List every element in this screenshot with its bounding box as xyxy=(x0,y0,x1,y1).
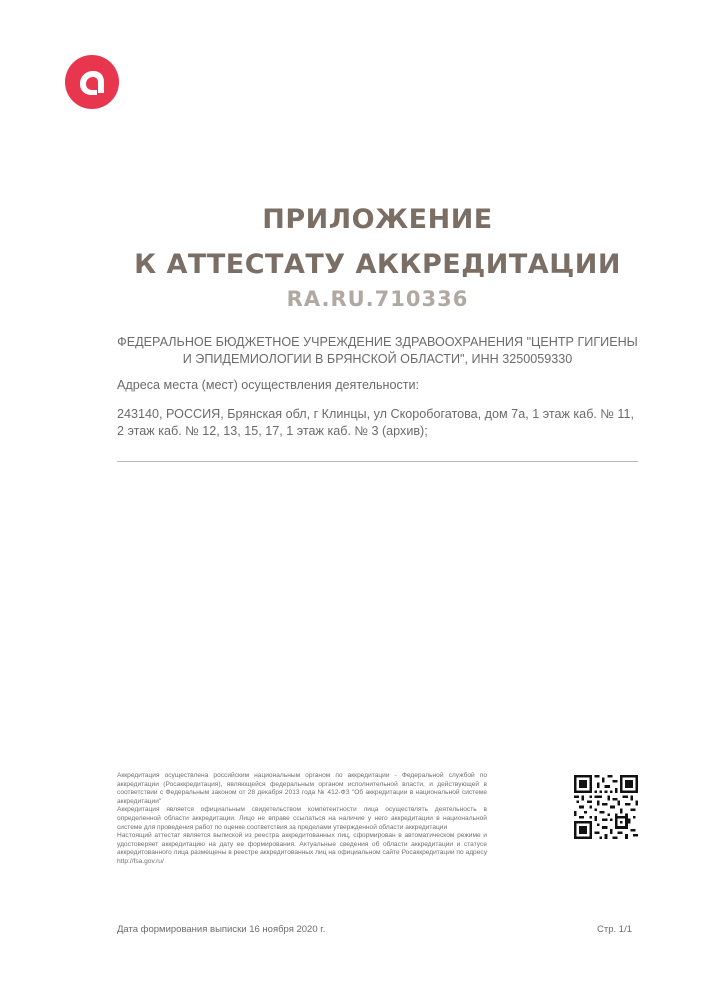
accreditation-logo-icon xyxy=(64,54,120,110)
address-label: Адреса места (мест) осуществления деятельности: xyxy=(117,378,420,392)
page-number: Стр. 1/1 xyxy=(597,924,632,935)
document-subtitle: К АТТЕСТАТУ АККРЕДИТАЦИИ xyxy=(134,249,621,280)
legal-note-paragraph: Аккредитация осуществлена российским национальным органом по аккредитации - Федеральной службой по аккредитации (Росаккредитация), являющейся федеральным органом исполнительной власти, и действующей в соответствии с Федеральным законом от 28 декабря 2013 года № 412-ФЗ "Об аккредитации в национальной системе аккредитации" xyxy=(117,772,487,805)
address-value: 243140, РОССИЯ, Брянская обл, г Клинцы, ул Скоробогатова, дом 7а, 1 этаж каб. № 11, 2 этаж каб. № 12, 13, 15, 17, 1 этаж каб. № 3 (архив); xyxy=(117,407,634,438)
legal-note-paragraph: Аккредитация является официальным свидетельством компетентности лица осуществлять деятельность в определенной области аккредитации. Лицо не вправе ссылаться на наличие у него аккредитации в национальной системе для проведения работ по оценке соответствия за пределами утвержденной области аккредитации xyxy=(117,806,487,831)
qr-code-icon xyxy=(574,775,638,839)
generation-date: Дата формирования выписки 16 ноября 2020 г. xyxy=(117,924,326,935)
organization-name: ФЕДЕРАЛЬНОЕ БЮДЖЕТНОЕ УЧРЕЖДЕНИЕ ЗДРАВООХРАНЕНИЯ "ЦЕНТР ГИГИЕНЫ И ЭПИДЕМИОЛОГИИ В БРЯНСКОЙ ОБЛАСТИ", ИНН 3250059330 xyxy=(117,335,638,366)
registration-number: RA.RU.710336 xyxy=(286,287,469,311)
divider xyxy=(117,461,638,462)
document-title: ПРИЛОЖЕНИЕ xyxy=(262,204,493,235)
legal-note xyxy=(117,772,487,867)
legal-note-paragraph: Настоящий аттестат является выпиской из реестра аккредитованных лиц, сформирован в автоматическом режиме и удостоверяет аккредитацию на дату ее формирования. Актуальные сведения об области аккредитации и статусе аккредитованного лица размещены в реестре аккредитованных лиц на официальном сайте Росаккредитации по адресу http://fsa.gov.ru/ xyxy=(117,832,487,865)
